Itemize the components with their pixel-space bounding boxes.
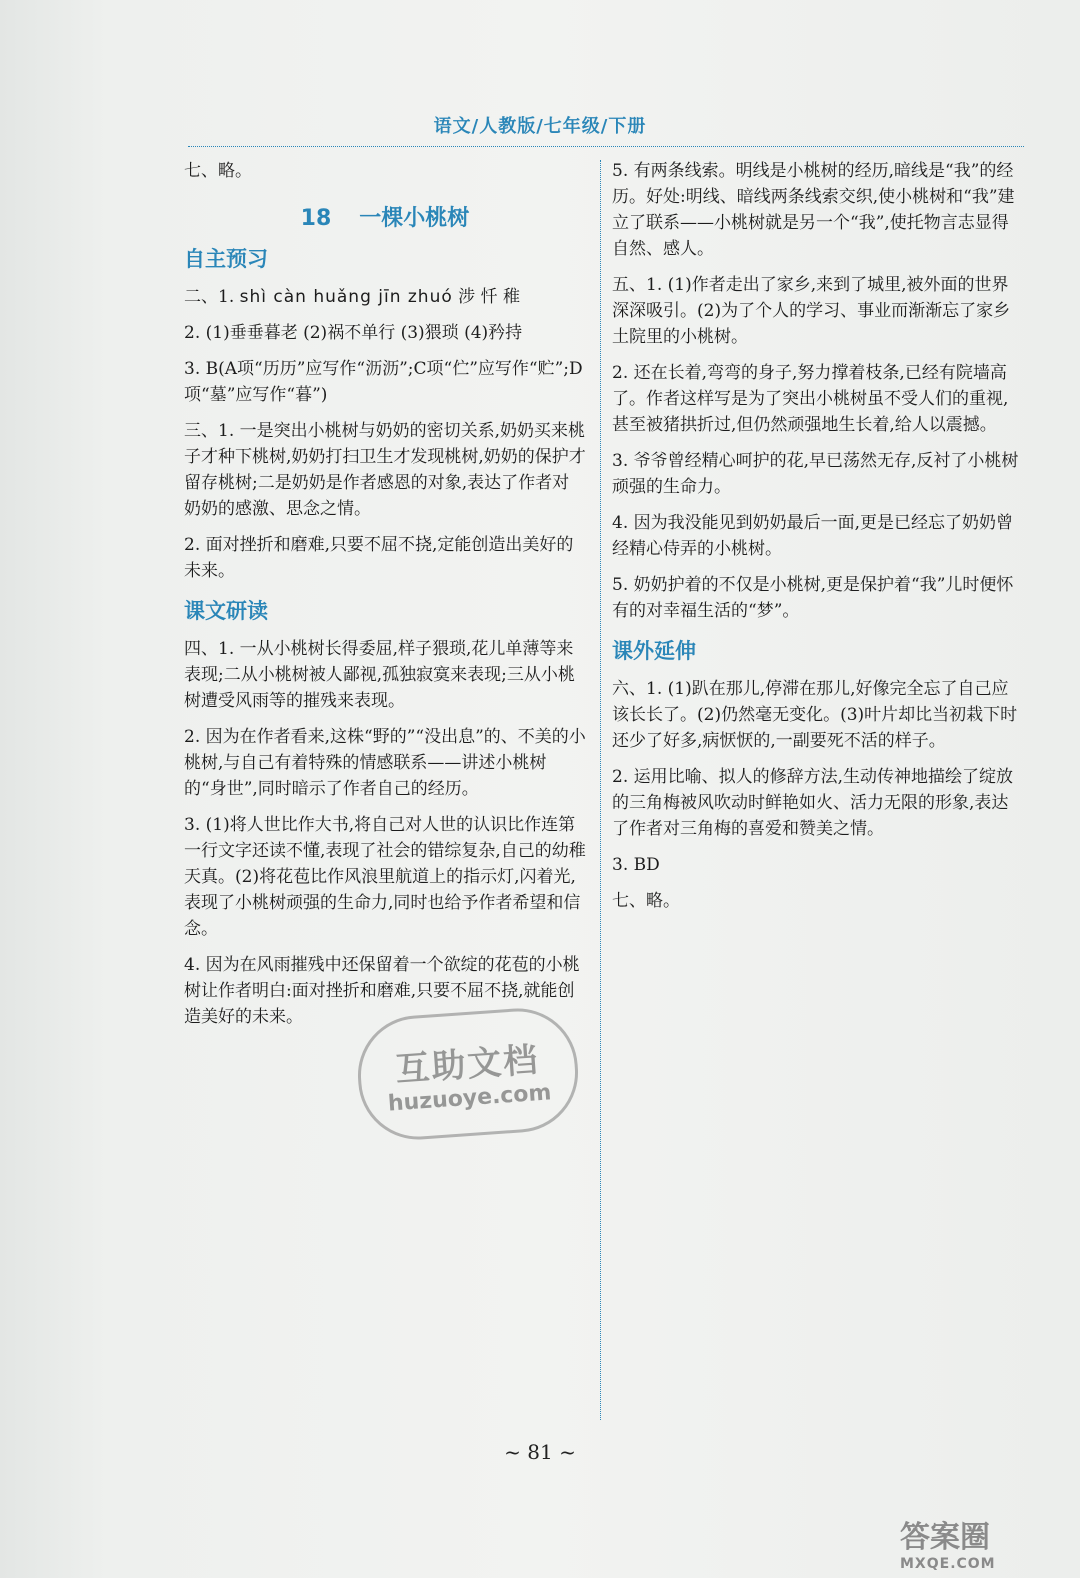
chapter-number: 18: [300, 206, 332, 231]
answer-paragraph: 2. 运用比喻、拟人的修辞方法,生动传神地描绘了绽放的三角梅被风吹动时鲜艳如火、活力无限的形象,表达了作者对三角梅的喜爱和赞美之情。: [612, 767, 1014, 839]
answer-paragraph: 三、1. 一是突出小桃树与奶奶的密切关系,奶奶买来桃子才种下桃树,奶奶打扫卫生才发现桃树,奶奶的保护才留存桃树;二是奶奶是作者感恩的对象,表达了作者对奶奶的感激、思念之情。: [184, 421, 586, 519]
answer-paragraph: 六、1. (1)趴在那儿,停滞在那儿,好像完全忘了自己应该长长了。(2)仍然毫无变化。(3)叶片却比当初栽下时还少了好多,病恹恹的,一副要死不活的样子。: [612, 679, 1018, 751]
answer-paragraph: 5. 奶奶护着的不仅是小桃树,更是保护着“我”儿时便怀有的对幸福生活的“梦”。: [612, 575, 1014, 621]
section-heading: 课文研读: [184, 599, 268, 623]
stamp-url: huzuoye.com: [387, 1080, 553, 1117]
answer-prefix: 二、1.: [184, 287, 240, 307]
answer-paragraph: 四、1. 一从小桃树长得委屈,样子猥琐,花儿单薄等来表现;二从小桃树被人鄙视,孤独寂寞来表现;三从小桃树遭受风雨等的摧残来表现。: [184, 639, 575, 711]
answer-paragraph: [184, 284, 586, 310]
chapter-name: 一棵小桃树: [359, 206, 470, 231]
answer-paragraph: 5. 有两条线索。明线是小桃树的经历,暗线是“我”的经历。好处:明线、暗线两条线索交织,使小桃树和“我”建立了联系——小桃树就是另一个“我”,使托物言志显得自然、感人。: [612, 161, 1015, 259]
answer-paragraph: 3. B(A项“历历”应写作“沥沥”;C项“伫”应写作“贮”;D项“墓”应写作“暮”): [184, 359, 583, 405]
answer-paragraph: 3. (1)将人世比作大书,将自己对人世的认识比作连第一行文字还读不懂,表现了社会的错综复杂,自己的幼稚天真。(2)将花苞比作风浪里航道上的指示灯,闪着光,表现了小桃树顽强的生命力,同时也给予作者希望和信念。: [184, 815, 586, 939]
watermark-stamp: [354, 1004, 582, 1143]
answer-paragraph: 2. 还在长着,弯弯的身子,努力撑着枝条,已经有院墙高了。作者这样写是为了突出小桃树虽不受人们的重视,甚至被猪拱折过,但仍然顽强地生长着,给人以震撼。: [612, 363, 1009, 435]
answer-paragraph: 4. 因为我没能见到奶奶最后一面,更是已经忘了奶奶曾经精心侍弄的小桃树。: [612, 513, 1014, 559]
header-divider: [188, 146, 1024, 147]
stamp-title: 互助文档: [394, 1040, 541, 1090]
logo-url: MXQE.COM: [900, 1556, 996, 1572]
logo-title: 答案圈: [900, 1520, 990, 1555]
section-heading: 课外延伸: [612, 639, 696, 663]
answer-paragraph: 4. 因为在风雨摧残中还保留着一个欲绽的花苞的小桃树让作者明白:面对挫折和磨难,只要不屈不挠,就能创造美好的未来。: [184, 955, 580, 1027]
answer-paragraph: 2. 因为在作者看来,这株“野的”“没出息”的、不美的小桃树,与自己有着特殊的情感联系——讲述小桃树的“身世”,同时暗示了作者自己的经历。: [184, 727, 586, 799]
section-heading: 自主预习: [184, 247, 268, 271]
answer-paragraph: 3. BD: [612, 855, 660, 875]
page-number: ~ 81 ~: [504, 1440, 576, 1464]
left-column: [184, 158, 586, 1040]
answer-intro: 七、略。: [184, 161, 252, 181]
pinyin-text: shì càn huǎng jīn zhuó: [239, 287, 453, 307]
chapter-title: [184, 206, 586, 232]
right-column: [612, 158, 1022, 924]
corner-logo: [900, 1512, 1070, 1572]
answer-suffix: 涉 忏 稚: [452, 287, 520, 307]
answer-paragraph: 七、略。: [612, 891, 680, 911]
answer-paragraph: 五、1. (1)作者走出了家乡,来到了城里,被外面的世界深深吸引。(2)为了个人的学习、事业而渐渐忘了家乡土院里的小桃树。: [612, 275, 1011, 347]
page-header: 语文/人教版/七年级/下册: [433, 116, 647, 137]
column-divider: [600, 160, 601, 1420]
answer-paragraph: 2. 面对挫折和磨难,只要不屈不挠,定能创造出美好的未来。: [184, 535, 574, 581]
answer-paragraph: 3. 爷爷曾经精心呵护的花,早已荡然无存,反衬了小桃树顽强的生命力。: [612, 451, 1019, 497]
answer-paragraph: 2. (1)垂垂暮老 (2)祸不单行 (3)猥琐 (4)矜持: [184, 323, 523, 343]
